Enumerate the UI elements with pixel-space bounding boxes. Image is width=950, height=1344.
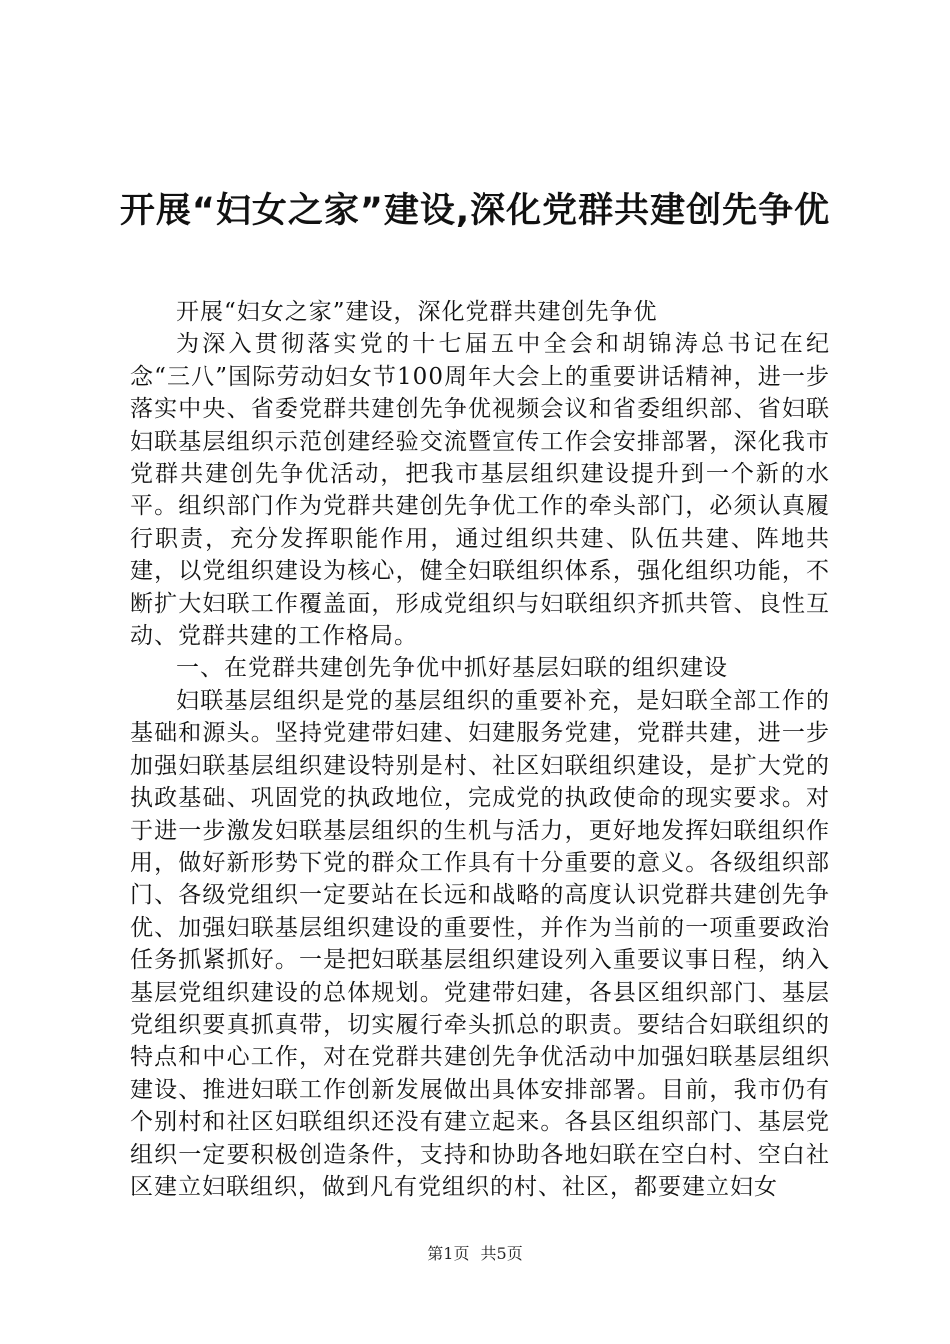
section-heading: 一、在党群共建创先争优中抓好基层妇联的组织建设 (176, 655, 728, 682)
subtitle-paragraph: 开展“妇女之家”建设，深化党群共建创先争优 (176, 299, 658, 325)
body-paragraph: 妇联基层组织是党的基层组织的重要补充，是妇联全部工作的基础和源头。坚持党建带妇建、妇建服务党建，党群共建，进一步加强妇联基层组织建设特别是村、社区妇联组织建设，是扩大党的执政基础、巩固党的执政地位，完成党的执政使命的现实要求。对于进一步激发妇联基层组织的生机与活力，更好地发挥妇联组织作用，做好新形势下党的群众工作具有十分重要的意义。各级组织部门、各级党组织一定要站在长远和战略的高度认识党群共建创先争优、加强妇联基层组织建设的重要性，并作为当前的一项重要政治任务抓紧抓好。一是把妇联基层组织建设列入重要议事日程，纳入基层党组织建设的总体规划。党建带妇建，各县区组织部门、基层党组织要真抓真带，切实履行牵头抓总的职责。要结合妇联组织的特点和中心工作，对在党群共建创先争优活动中加强妇联基层组织建设、推进妇联工作创新发展做出具体安排部署。目前，我市仍有个别村和社区妇联组织还没有建立起来。各县区组织部门、基层党组织一定要积极创造条件，支持和协助各地妇联在空白村、空白社区建立妇联组织，做到凡有党组织的村、社区，都要建立妇女 (130, 687, 830, 1200)
intro-paragraph: 为深入贯彻落实党的十七届五中全会和胡锦涛总书记在纪念“三八”国际劳动妇女节100周年大会上的重要讲话精神，进一步落实中央、省委党群共建创先争优视频会议和省委组织部、省妇联妇联基层组织示范创建经验交流暨宣传工作会安排部署，深化我市党群共建创先争优活动，把我市基层组织建设提升到一个新的水平。组织部门作为党群共建创先争优工作的牵头部门，必须认真履行职责，充分发挥职能作用，通过组织共建、队伍共建、阵地共建，以党组织建设为核心，健全妇联组织体系，强化组织功能，不断扩大妇联工作覆盖面，形成党组织与妇联组织齐抓共管、良性互动、党群共建的工作格局。 (130, 331, 830, 650)
document-title: 开展“妇女之家”建设,深化党群共建创先争优 (119, 191, 831, 231)
page-total: 共5页 (480, 1244, 523, 1263)
document-body (130, 296, 830, 1203)
page-number: 第1页 (427, 1244, 470, 1263)
page-footer (0, 1244, 950, 1264)
